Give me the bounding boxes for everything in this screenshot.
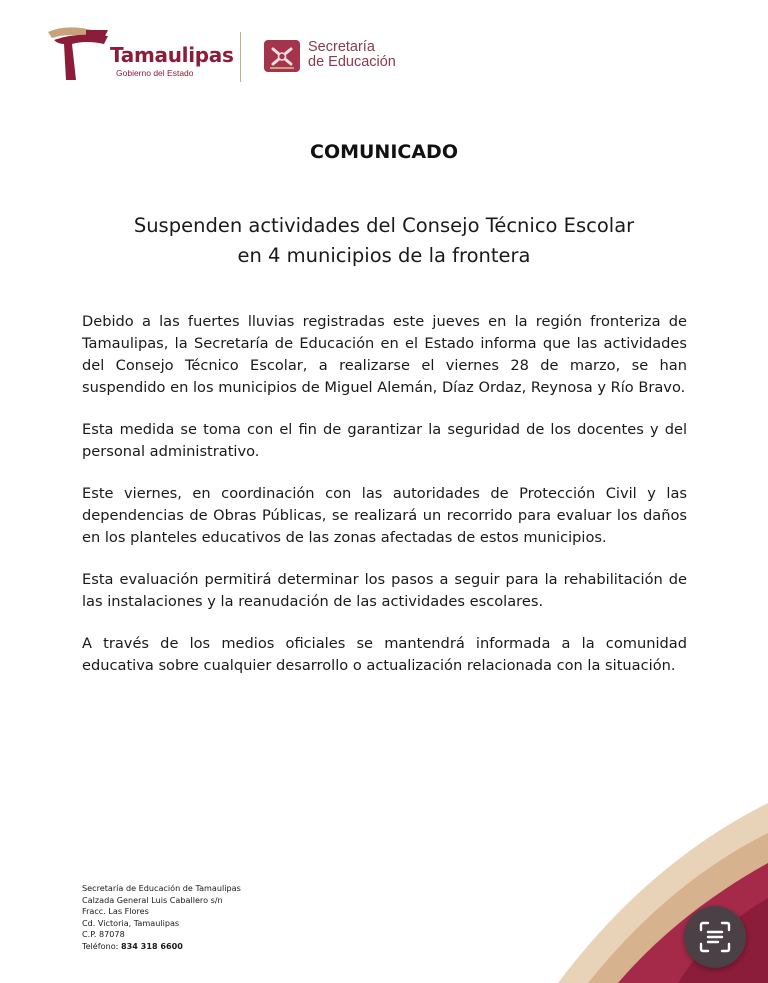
- secretaria-line-1: Secretaría: [308, 39, 375, 55]
- document-title: COMUNICADO: [310, 141, 458, 163]
- document-headline: [60, 211, 708, 271]
- secretaria-name: [308, 40, 418, 70]
- body-paragraph-2: Esta medida se toma con el fin de garantizar la seguridad de los docentes y del personal administrativo.: [82, 421, 687, 460]
- header-divider: [240, 32, 241, 82]
- headline-line-2: en 4 municipios de la frontera: [237, 244, 531, 267]
- phone-value: 834 318 6600: [120, 940, 183, 951]
- document-body: [82, 311, 687, 677]
- letterhead: [44, 26, 444, 86]
- body-paragraph-3: Este viernes, en coordinación con las autoridades de Protección Civil y las dependencias de Obras Públicas, se realizará un recorrido para evaluar los daños en los planteles educativos de las zonas afectadas de estos municipios.: [82, 485, 687, 546]
- headline-line-1: Suspenden actividades del Consejo Técnico Escolar: [133, 214, 635, 237]
- text-scan-icon: [699, 921, 731, 953]
- footer-line-4: Cd. Victoria, Tamaulipas: [82, 917, 180, 928]
- footer-line-2: Calzada General Luis Caballero s/n: [82, 894, 223, 905]
- footer-phone: [82, 941, 342, 953]
- body-paragraph-4: Esta evaluación permitirá determinar los pasos a seguir para la rehabilitación de las instalaciones y la reanudación de las actividades escolares.: [82, 571, 687, 610]
- body-paragraph-5: A través de los medios oficiales se mantendrá informada a la comunidad educativa sobre cualquier desarrollo o actualización relacionada con la situación.: [82, 635, 687, 674]
- footer-line-3: Fracc. Las Flores: [82, 906, 149, 917]
- body-paragraph-1: Debido a las fuertes lluvias registradas este jueves en la región fronteriza de Tamaulipas, la Secretaría de Educación en el Estado informa que las actividades del Consejo Técnico Escolar, a realizarse el viernes 28 de marzo, se han suspendido en los municipios de Miguel Alemán, Díaz Ordaz, Reynosa y Río Bravo.: [82, 313, 687, 396]
- contact-footer: [82, 883, 342, 953]
- footer-line-1: Secretaría de Educación de Tamaulipas: [82, 883, 241, 893]
- secretaria-logo-icon: [264, 40, 300, 72]
- secretaria-line-2: de Educación: [308, 54, 396, 70]
- text-scan-button[interactable]: [684, 906, 746, 968]
- phone-label: Teléfono:: [82, 940, 119, 951]
- footer-line-5: C.P. 87078: [82, 929, 125, 940]
- brand-name: Tamaulipas: [110, 43, 234, 67]
- brand-subtitle: Gobierno del Estado: [116, 68, 194, 78]
